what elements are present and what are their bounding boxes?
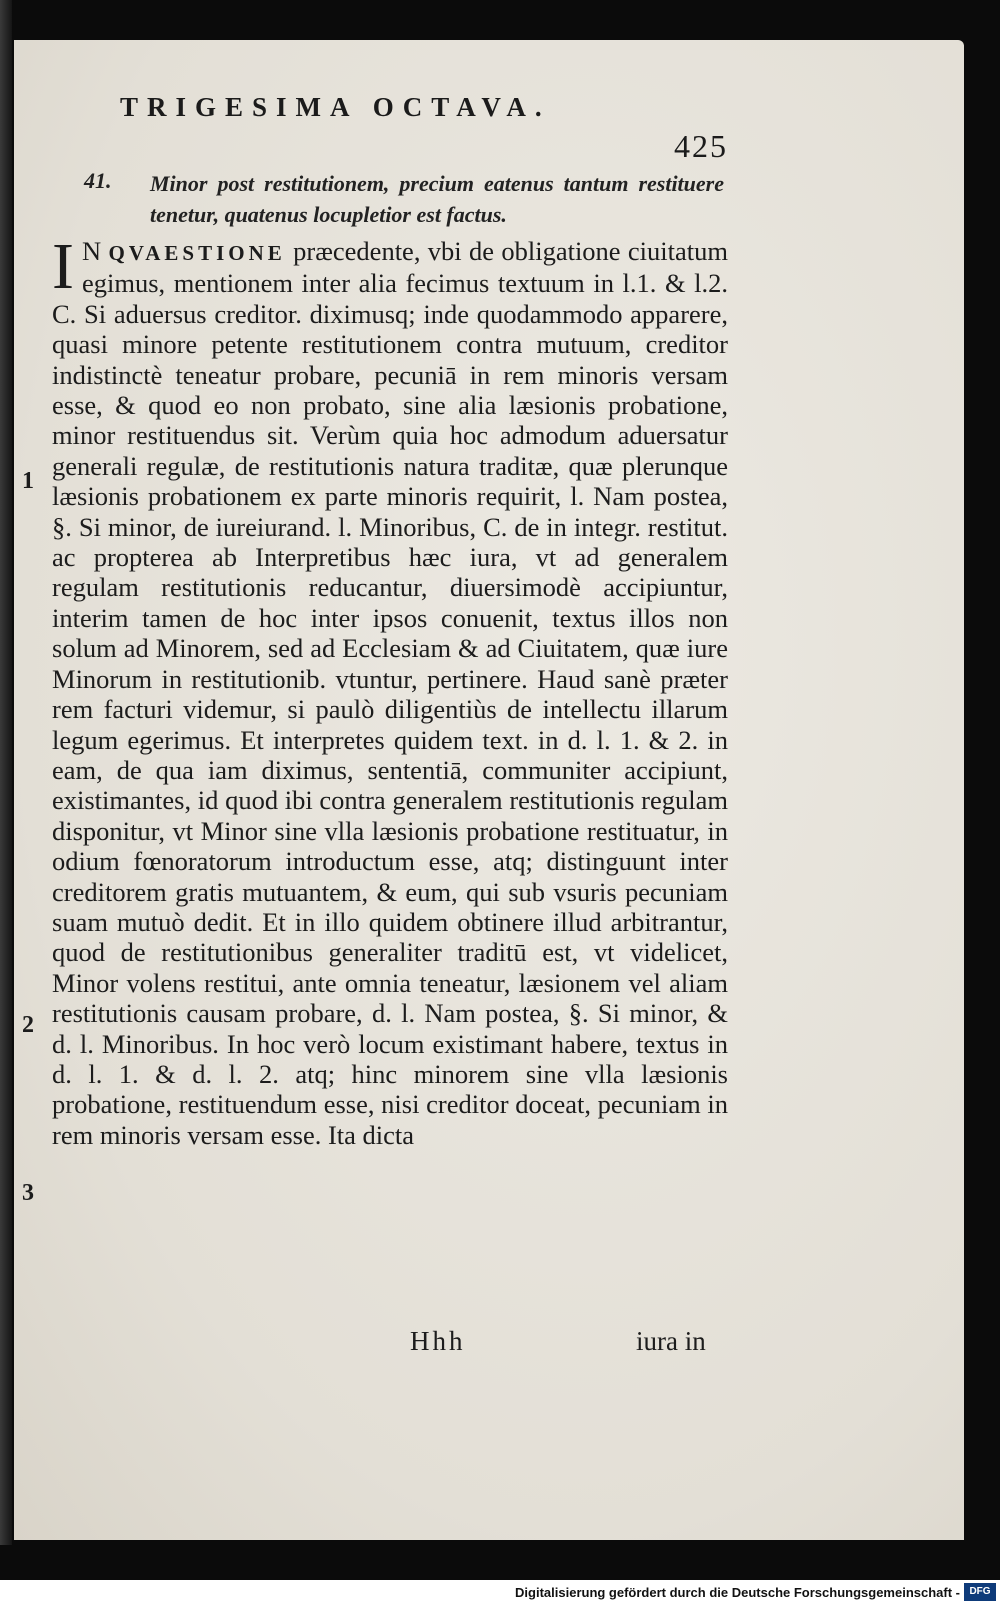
margin-number-2: 2: [22, 1012, 34, 1038]
book-spine-edge: [0, 0, 12, 1545]
running-header: TRIGESIMA OCTAVA.: [120, 92, 551, 122]
margin-number-1: 1: [22, 468, 34, 494]
main-text: [52, 230, 728, 1150]
dfg-logo: DFG: [964, 1583, 996, 1601]
signature-mark: Hhh: [410, 1326, 466, 1356]
body-paragraph: præcedente, vbi de obligatione ciuitatum egimus, mentionem inter alia fecimus textuum in l.1. & l.2. C. Si aduersus creditor. diximusq; inde quodammodo apparere, quasi minore petente restitutionem contra mutuum, creditor indistinctè teneatur probare, pecuniā in rem minoris versam esse, & quod eo non probato, sine alia læsionis probatione, minor restituendus sit. Verùm quia hoc admodum aduersatur generali regulæ, de restitutionis natura traditæ, quæ plerunque læsionis probationem ex parte minoris requirit, l. Nam postea, §. Si minor, de iureiurand. l. Minoribus, C. de in integr. restitut. ac propterea ab Interpretibus hæc iura, vt ad generalem regulam restitutionis reducantur, diuersimodè accipiuntur, interim tamen de hoc inter ipsos conuenit, textus illos non solum ad Minorem, sed ad Ecclesiam & ad Ciuitatem, quæ iure Minorum in restitutionib. vtuntur, pertinere. Haud sanè præter rem facturi videmur, si paulò diligentiùs de intellectu illarum legum egerimus. Et interpretes quidem text. in d. l. 1. & 2. in eam, de qua iam diximus, sententiā, communiter accipiunt, existimantes, id quod ibi contra generalem restitutionis regulam disponitur, vt Minor sine vlla læsionis probatione restituatur, in odium fœnoratorum introductum esse, atq; distinguunt inter creditorem gratis mutuantem, & eum, qui sub vsuris pecuniam suam mutuò dedit. Et in illo quidem obtinere illud arbitrantur, quod de restitutionibus generaliter traditū est, vt videlicet, Minor volens restitui, ante omnia teneatur, læsionem vel aliam restitutionis causam probare, d. l. Nam postea, §. Si minor, & d. l. Minoribus. In hoc verò locum existimant habere, textus in d. l. 1. & d. l. 2. atq; hinc minorem sine vlla læsionis probatione, restituendum esse, nisi creditor doceat, pecuniam in rem minoris versam esse. Ita dicta: [52, 236, 728, 1150]
page-number: 425: [674, 128, 728, 164]
smallcaps-word: QVAESTIONE: [108, 241, 286, 265]
footer-bar: [0, 1580, 1000, 1607]
summary-number: 41.: [84, 168, 112, 193]
first-word-rest: N: [81, 236, 102, 266]
drop-capital: I: [52, 230, 74, 303]
summary-text: Minor post restitutionem, precium eatenus tantum restituere tenetur, quatenus locupletior est factus.: [150, 171, 724, 227]
footer-credit: Digitalisierung gefördert durch die Deutsche Forschungsgemeinschaft -: [515, 1585, 960, 1600]
margin-number-3: 3: [22, 1180, 34, 1206]
catchword: iura in: [636, 1326, 706, 1356]
